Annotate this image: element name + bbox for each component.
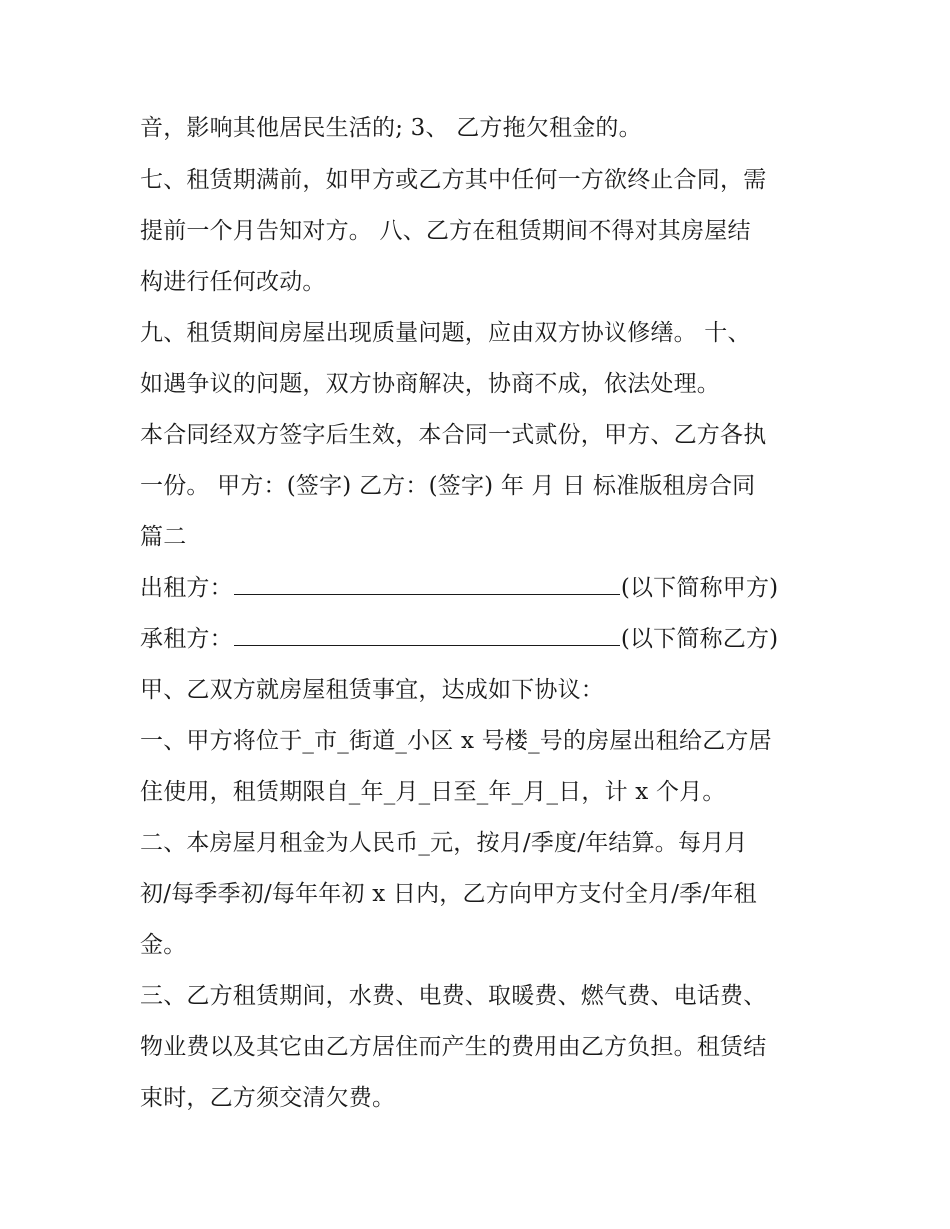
- section-heading: 篇二: [140, 524, 187, 550]
- lessee-note: (以下简称乙方): [620, 626, 779, 652]
- text-line: 九、租赁期间房屋出现质量问题，应由双方协议修缮。 十、: [140, 320, 751, 346]
- lessor-note: (以下简称甲方): [620, 575, 779, 601]
- lessor-label: 出租方：: [140, 575, 233, 601]
- text-line: 提前一个月告知对方。 八、乙方在租赁期间不得对其房屋结: [140, 218, 751, 244]
- lessee-label: 承租方：: [140, 626, 233, 652]
- text-line: 二、本房屋月租金为人民币_元，按月/季度/年结算。每月月: [140, 830, 748, 856]
- lessor-line: [140, 573, 778, 603]
- text-line: 音，影响其他居民生活的; 3、 乙方拖欠租金的。: [140, 115, 642, 141]
- text-line: 束时，乙方须交清欠费。: [140, 1085, 396, 1111]
- lessee-line: [140, 624, 778, 654]
- text-line: 三、乙方租赁期间，水费、电费、取暖费、燃气费、电话费、: [140, 983, 767, 1009]
- text-line: 如遇争议的问题，双方协商解决，协商不成，依法处理。: [140, 371, 720, 397]
- text-line: 构进行任何改动。: [140, 269, 326, 295]
- lessor-blank: [234, 574, 620, 595]
- text-line: 一、甲方将位于_市_街道_小区 x 号楼_号的房屋出租给乙方居: [140, 728, 772, 754]
- lessee-blank: [234, 625, 620, 646]
- text-line: 金。: [140, 932, 187, 958]
- text-line: 物业费以及其它由乙方居住而产生的费用由乙方负担。租赁结: [140, 1034, 767, 1060]
- text-line: 一份。 甲方：(签字) 乙方：(签字) 年 月 日 标准版租房合同: [140, 473, 756, 499]
- text-line: 甲、乙双方就房屋租赁事宜，达成如下协议：: [140, 677, 604, 703]
- text-line: 本合同经双方签字后生效，本合同一式贰份，甲方、乙方各执: [140, 422, 767, 448]
- text-line: 住使用，租赁期限自_年_月_日至_年_月_日，计 x 个月。: [140, 779, 726, 805]
- text-line: 初/每季季初/每年年初 x 日内，乙方向甲方支付全月/季/年租: [140, 881, 757, 907]
- text-line: 七、租赁期满前，如甲方或乙方其中任何一方欲终止合同，需: [140, 167, 767, 193]
